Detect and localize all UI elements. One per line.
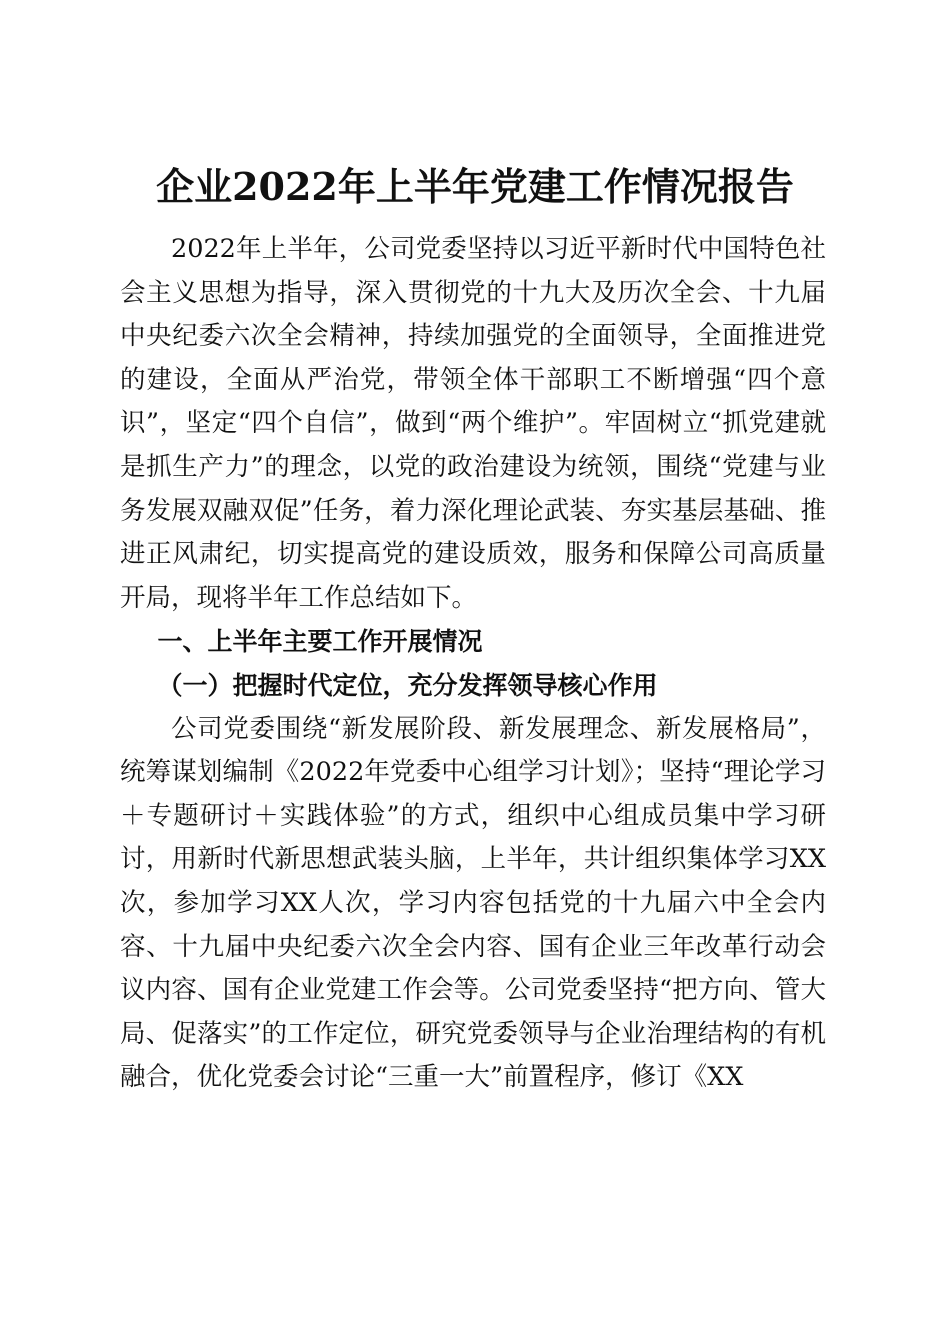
subsection-heading: （一）把握时代定位，充分发挥领导核心作用 xyxy=(157,670,658,700)
intro-paragraph: 2022年上半年，公司党委坚持以习近平新时代中国特色社会主义思想为指导，深入贯彻党的十九大及历次全会、十九届中央纪委六次全会精神，持续加强党的全面领导，全面推进党的建设，全面从严治党，带领全体干部职工不断增强“四个意识”，坚定“四个自信”，做到“两个维护”。牢固树立“抓党建就是抓生产力”的理念，以党的政治建设为统领，围绕“党建与业务发展双融双促”任务，着力深化理论武装、夯实基层基础、推进正风肃纪，切实提高党的建设质效，服务和保障公司高质量开局，现将半年工作总结如下。 xyxy=(120,234,826,613)
document-body xyxy=(120,228,826,1100)
page-title: 企业2022年上半年党建工作情况报告 xyxy=(156,164,794,210)
section-heading: 一、上半年主要工作开展情况 xyxy=(157,627,483,657)
body-paragraph: 公司党委围绕“新发展阶段、新发展理念、新发展格局”，统筹谋划编制《2022年党委中心组学习计划》；坚持“理论学习＋专题研讨＋实践体验”的方式，组织中心组成员集中学习研讨，用新时代新思想武装头脑，上半年，共计组织集体学习XX次，参加学习XX人次，学习内容包括党的十九届六中全会内容、十九届中央纪委六次全会内容、国有企业三年改革行动会议内容、国有企业党建工作会等。公司党委坚持“把方向、管大局、促落实”的工作定位，研究党委领导与企业治理结构的有机融合，优化党委会讨论“三重一大”前置程序，修订《XX xyxy=(120,713,826,1093)
